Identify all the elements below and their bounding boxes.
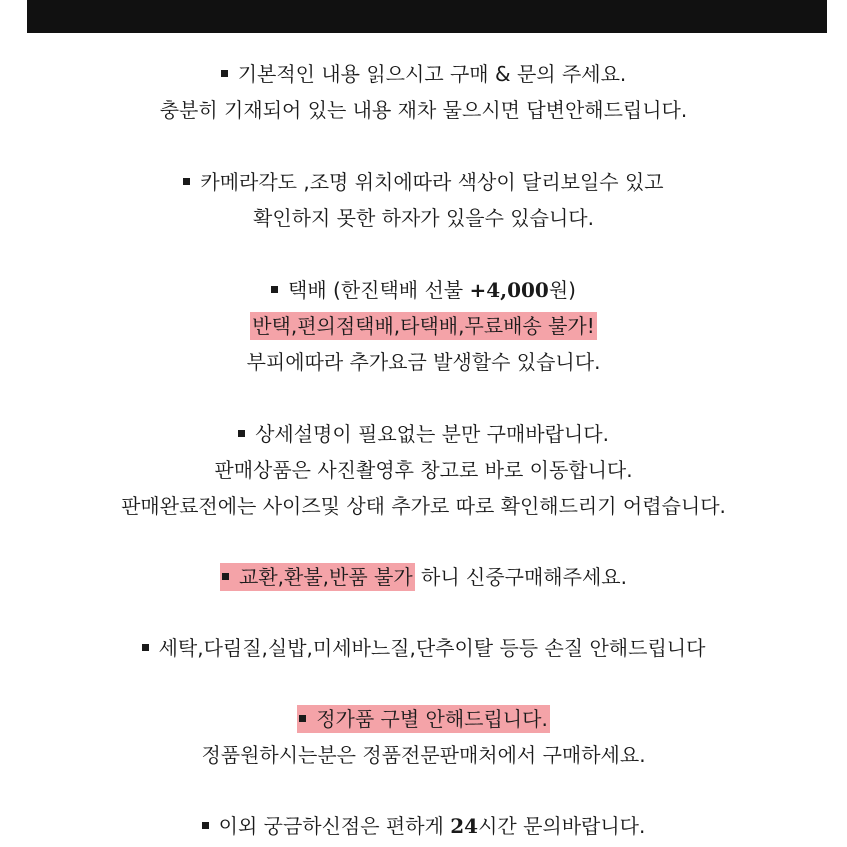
notice-shipping xyxy=(0,272,847,380)
notice-line xyxy=(0,630,847,666)
notice-text: 부피에따라 추가요금 발생할수 있습니다. xyxy=(246,350,601,374)
highlight-text: 교환,환불,반품 불가 xyxy=(239,565,413,589)
bullet-icon xyxy=(271,286,278,293)
notice-text: 확인하지 못한 하자가 있을수 있습니다. xyxy=(253,206,594,230)
highlight-no-returns xyxy=(220,563,415,591)
notice-no-returns xyxy=(0,559,847,595)
bullet-icon xyxy=(238,430,245,437)
notice-line xyxy=(0,701,847,737)
notice-text: 판매완료전에는 사이즈및 상태 추가로 따로 확인해드리기 어렵습니다. xyxy=(121,494,726,518)
notice-line xyxy=(0,308,847,344)
notice-purchase-inquiry xyxy=(0,56,847,128)
notice-text: 이외 궁금하신점은 편하게 xyxy=(218,814,451,838)
notice-line xyxy=(0,56,847,92)
bullet-icon xyxy=(299,715,306,722)
notice-line xyxy=(0,559,847,595)
highlight-text: 정가품 구별 안해드립니다. xyxy=(316,707,548,731)
notice-authenticity xyxy=(0,701,847,773)
notice-line xyxy=(0,164,847,200)
notice-line xyxy=(0,488,847,524)
notice-text: 충분히 기재되어 있는 내용 재차 물으시면 답변안해드립니다. xyxy=(159,98,688,122)
highlight-shipping-restriction: 반택,편의점택배,타택배,무료배송 불가! xyxy=(252,314,595,338)
notice-text: 판매상품은 사진촬영후 창고로 바로 이동합니다. xyxy=(214,458,633,482)
bullet-icon xyxy=(222,573,229,580)
shipping-fee: +4,000 xyxy=(469,278,549,302)
bullet-icon xyxy=(202,822,209,829)
notice-text: 하니 신중구매해주세요. xyxy=(414,565,627,589)
highlight-authenticity xyxy=(297,705,550,733)
notice-line xyxy=(0,808,847,844)
notice-line xyxy=(0,344,847,380)
bullet-icon xyxy=(142,644,149,651)
notice-color-defect xyxy=(0,164,847,236)
bullet-icon xyxy=(183,178,190,185)
notice-line xyxy=(0,200,847,236)
notice-contact xyxy=(0,808,847,844)
notice-details xyxy=(0,416,847,524)
notice-line xyxy=(0,92,847,128)
notice-line xyxy=(0,737,847,773)
notice-no-repairs xyxy=(0,630,847,666)
notice-text: 기본적인 내용 읽으시고 구매 & 문의 주세요. xyxy=(237,62,627,86)
notice-line xyxy=(0,272,847,308)
hours-number: 24 xyxy=(450,814,479,838)
top-black-bar xyxy=(27,0,827,33)
notice-line xyxy=(0,416,847,452)
notice-text: 원) xyxy=(548,278,576,302)
notice-text: 상세설명이 필요없는 분만 구매바랍니다. xyxy=(255,422,609,446)
notice-text: 세탁,다림질,실밥,미세바느질,단추이탈 등등 손질 안해드립니다 xyxy=(158,636,706,660)
notice-text: 시간 문의바랍니다. xyxy=(478,814,646,838)
notice-text: 정품원하시는분은 정품전문판매처에서 구매하세요. xyxy=(201,743,646,767)
bullet-icon xyxy=(221,70,228,77)
notice-text: 택배 (한진택배 선불 xyxy=(288,278,470,302)
notice-line xyxy=(0,452,847,488)
notice-text: 카메라각도 ,조명 위치에따라 색상이 달리보일수 있고 xyxy=(200,170,664,194)
